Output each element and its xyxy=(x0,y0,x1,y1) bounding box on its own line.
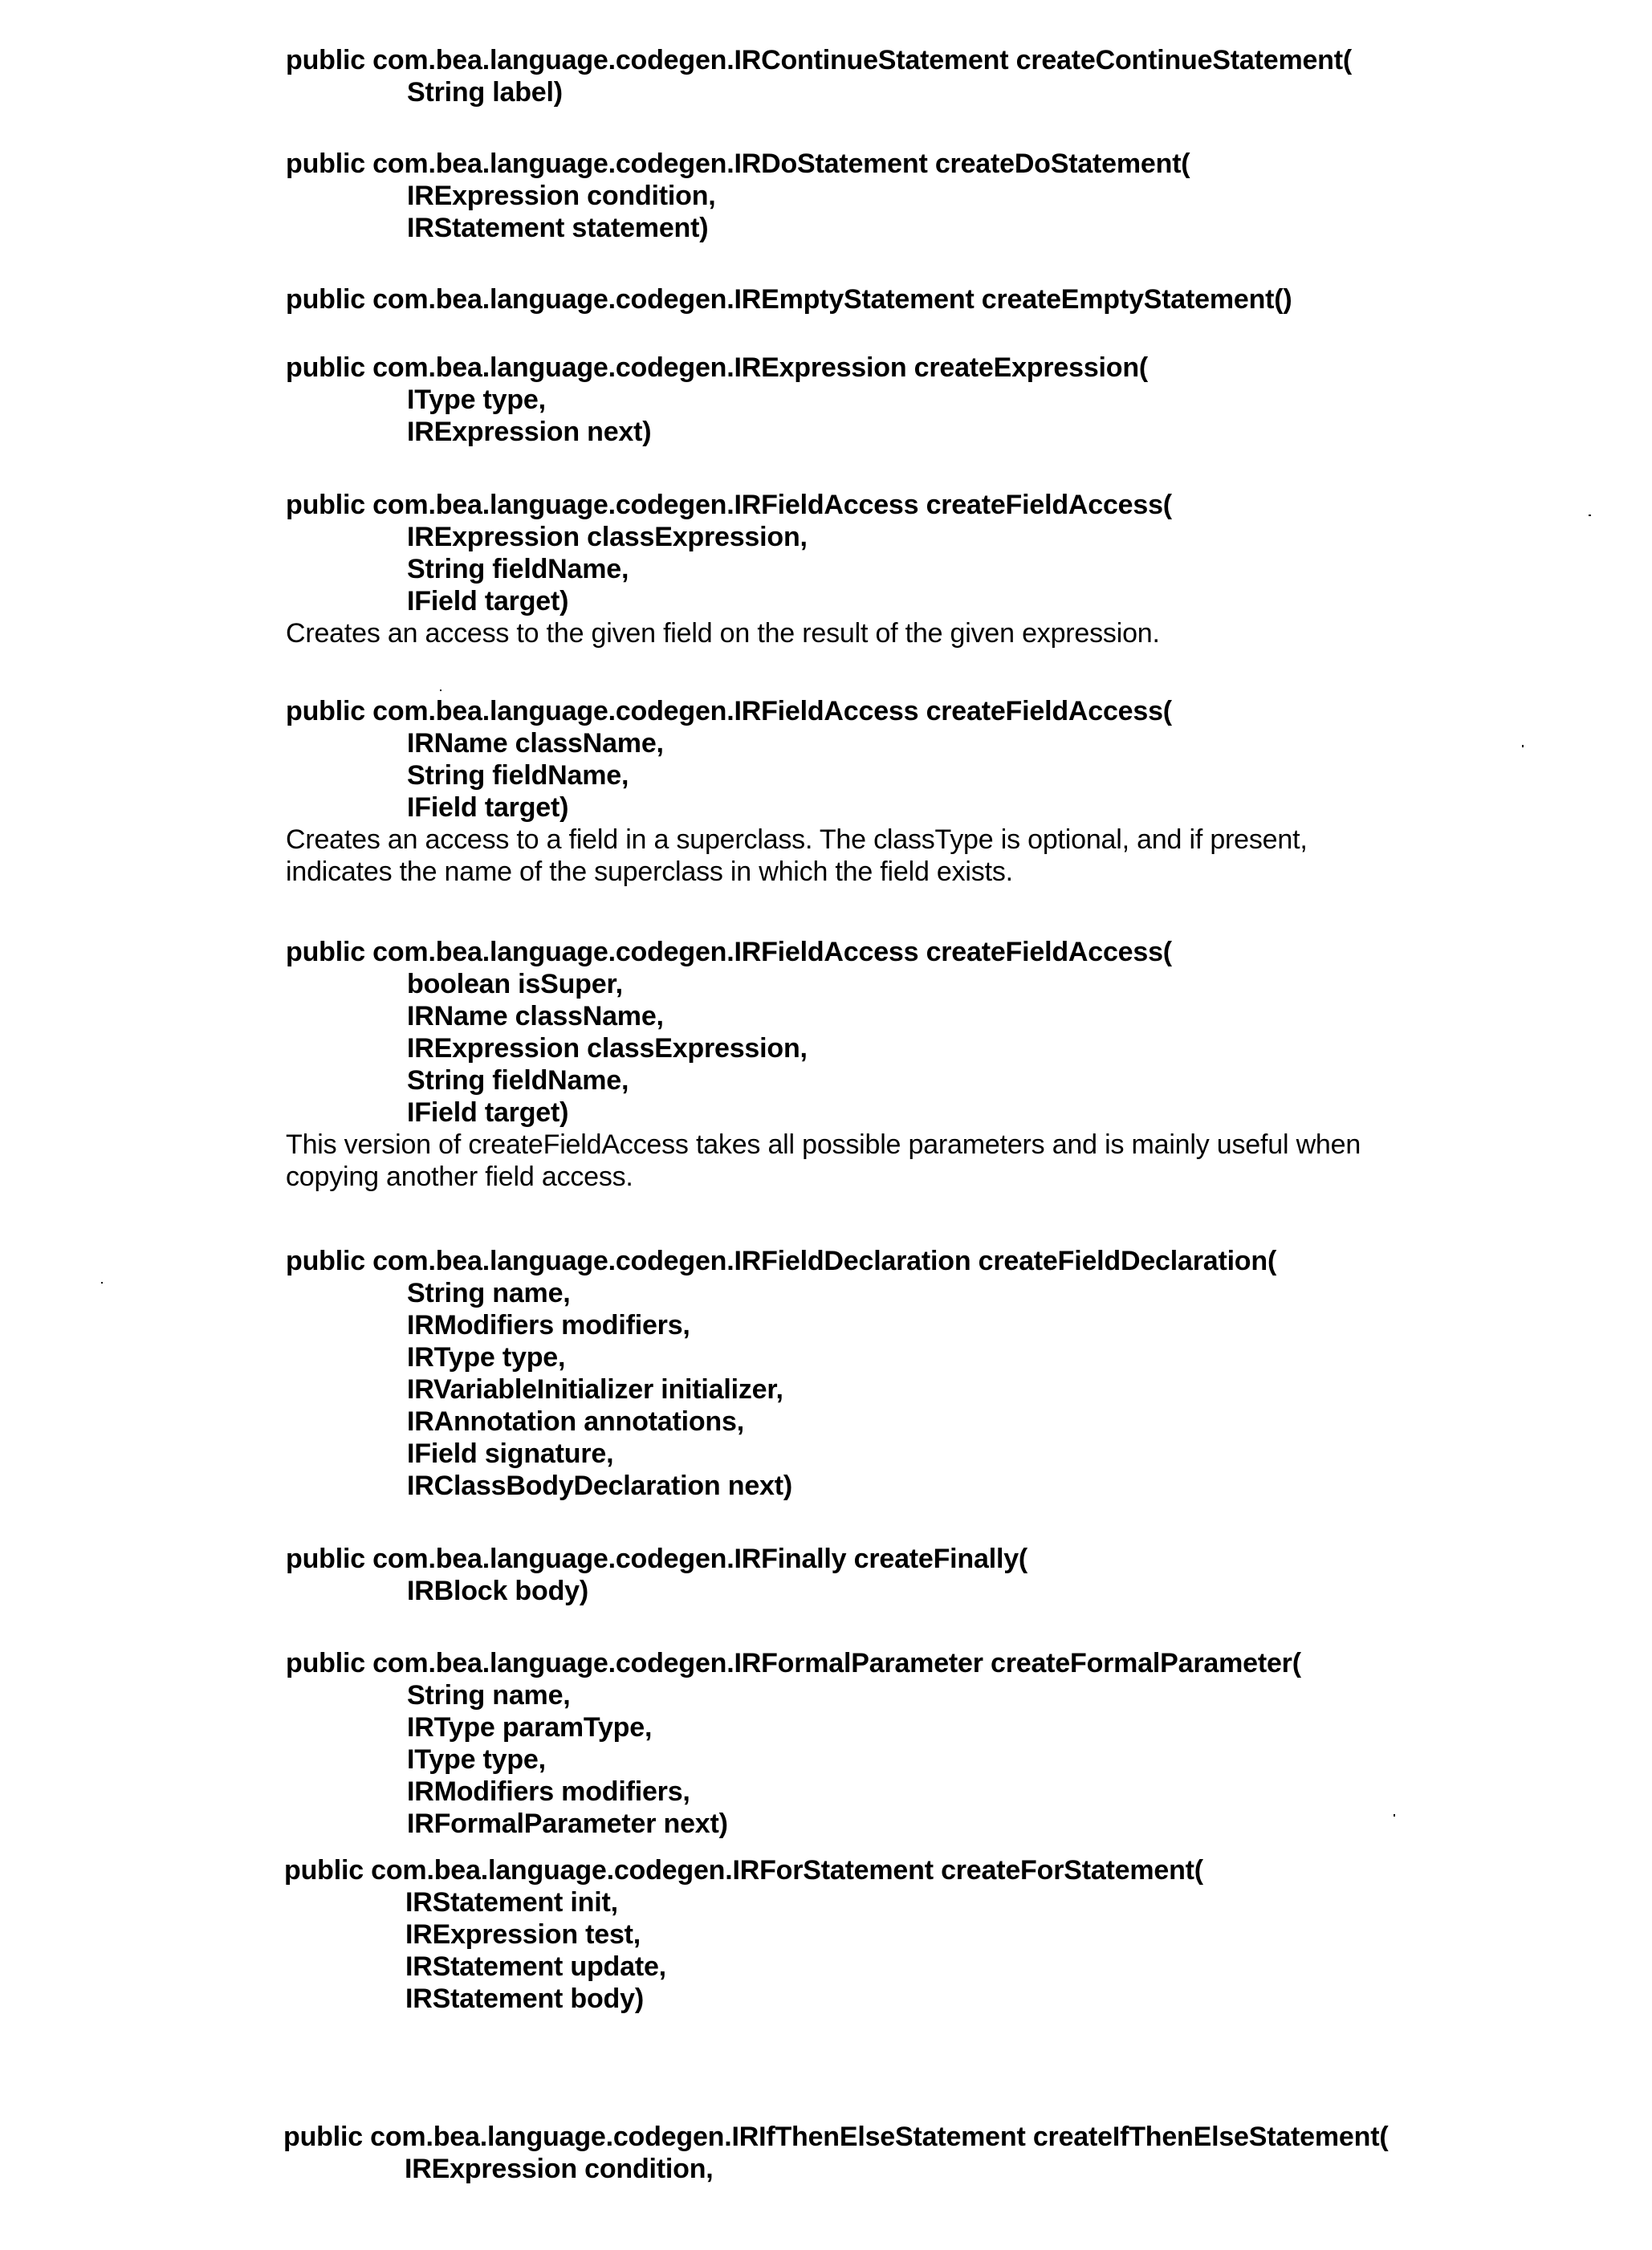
method-entry-create-continue-statement xyxy=(286,44,1634,108)
method-param: IRModifiers modifiers, xyxy=(407,1776,690,1807)
method-description: Creates an access to the given field on the result of the given expression. xyxy=(286,618,1160,649)
method-description: copying another field access. xyxy=(286,1162,633,1192)
method-signature: public com.bea.language.codegen.IRDoStatement createDoStatement( xyxy=(286,149,1190,179)
method-description: Creates an access to a field in a superclass. The classType is optional, and if present, xyxy=(286,824,1308,855)
method-signature: public com.bea.language.codegen.IRContinueStatement createContinueStatement( xyxy=(286,45,1352,75)
method-entry-create-field-declaration xyxy=(286,1245,1634,1502)
method-signature: public com.bea.language.codegen.IRFieldAccess createFieldAccess( xyxy=(286,490,1172,520)
method-signature: public com.bea.language.codegen.IRFieldAccess createFieldAccess( xyxy=(286,937,1172,967)
method-param: IField signature, xyxy=(407,1438,614,1469)
method-param: IRExpression classExpression, xyxy=(407,522,808,552)
method-param: IRVariableInitializer initializer, xyxy=(407,1374,783,1405)
method-param: IRFormalParameter next) xyxy=(407,1809,728,1839)
method-signature: public com.bea.language.codegen.IRFieldDeclaration createFieldDeclaration( xyxy=(286,1246,1277,1276)
method-entry-create-expression xyxy=(286,352,1634,448)
method-param: boolean isSuper, xyxy=(407,969,623,999)
method-signature: public com.bea.language.codegen.IREmptyStatement createEmptyStatement() xyxy=(286,284,1292,315)
method-signature: public com.bea.language.codegen.IRForStatement createForStatement( xyxy=(284,1855,1203,1886)
method-param: IRName className, xyxy=(407,1001,664,1031)
method-param: IType type, xyxy=(407,1744,546,1775)
method-entry-create-field-access-superclass xyxy=(286,695,1634,888)
scan-speck xyxy=(1394,1814,1395,1817)
method-param: IField target) xyxy=(407,1097,569,1128)
method-entry-create-if-then-else-statement xyxy=(283,2121,1632,2185)
method-param: String name, xyxy=(407,1680,571,1711)
method-param: IRStatement init, xyxy=(405,1887,618,1918)
method-param: IRExpression classExpression, xyxy=(407,1033,808,1064)
method-param: IRExpression condition, xyxy=(405,2154,714,2184)
method-param: IRExpression test, xyxy=(405,1919,641,1950)
method-param: IRModifiers modifiers, xyxy=(407,1310,690,1341)
method-param: IRStatement update, xyxy=(405,1951,666,1982)
method-param: IRStatement body) xyxy=(405,1983,644,2014)
method-param: String fieldName, xyxy=(407,1065,629,1096)
method-param: IRAnnotation annotations, xyxy=(407,1406,744,1437)
method-param: IRType type, xyxy=(407,1342,566,1373)
method-param: IRType paramType, xyxy=(407,1712,653,1743)
method-signature: public com.bea.language.codegen.IRFormalParameter createFormalParameter( xyxy=(286,1648,1301,1678)
method-param: String label) xyxy=(407,77,563,108)
method-param: IType type, xyxy=(407,384,546,415)
method-param: IRClassBodyDeclaration next) xyxy=(407,1471,792,1501)
method-entry-create-finally xyxy=(286,1543,1634,1607)
method-param: IRExpression condition, xyxy=(407,181,716,211)
method-signature: public com.bea.language.codegen.IRFieldAccess createFieldAccess( xyxy=(286,696,1172,726)
method-entry-create-do-statement xyxy=(286,148,1634,244)
scan-speck xyxy=(1522,745,1524,747)
method-param: String fieldName, xyxy=(407,760,629,791)
scan-speck xyxy=(440,690,441,691)
method-entry-create-for-statement xyxy=(284,1854,1633,2015)
method-param: IField target) xyxy=(407,792,569,823)
method-entry-create-field-access-expression xyxy=(286,489,1634,649)
method-signature: public com.bea.language.codegen.IRFinally createFinally( xyxy=(286,1544,1028,1574)
method-param: IField target) xyxy=(407,586,569,616)
scan-speck xyxy=(1589,515,1591,516)
method-param: IRExpression next) xyxy=(407,417,652,447)
method-entry-create-formal-parameter xyxy=(286,1647,1634,1840)
method-param: IRBlock body) xyxy=(407,1576,588,1606)
method-param: String fieldName, xyxy=(407,554,629,584)
method-description: This version of createFieldAccess takes all possible parameters and is mainly useful when xyxy=(286,1129,1361,1160)
method-signature: public com.bea.language.codegen.IRExpression createExpression( xyxy=(286,352,1149,383)
method-entry-create-field-access-full xyxy=(286,936,1634,1193)
method-param: IRName className, xyxy=(407,728,664,759)
method-param: IRStatement statement) xyxy=(407,213,709,243)
method-signature: public com.bea.language.codegen.IRIfThenElseStatement createIfThenElseStatement( xyxy=(283,2122,1389,2152)
method-entry-create-empty-statement xyxy=(286,283,1634,315)
method-description: indicates the name of the superclass in which the field exists. xyxy=(286,856,1013,887)
method-param: String name, xyxy=(407,1278,571,1308)
scan-speck xyxy=(101,1282,103,1284)
